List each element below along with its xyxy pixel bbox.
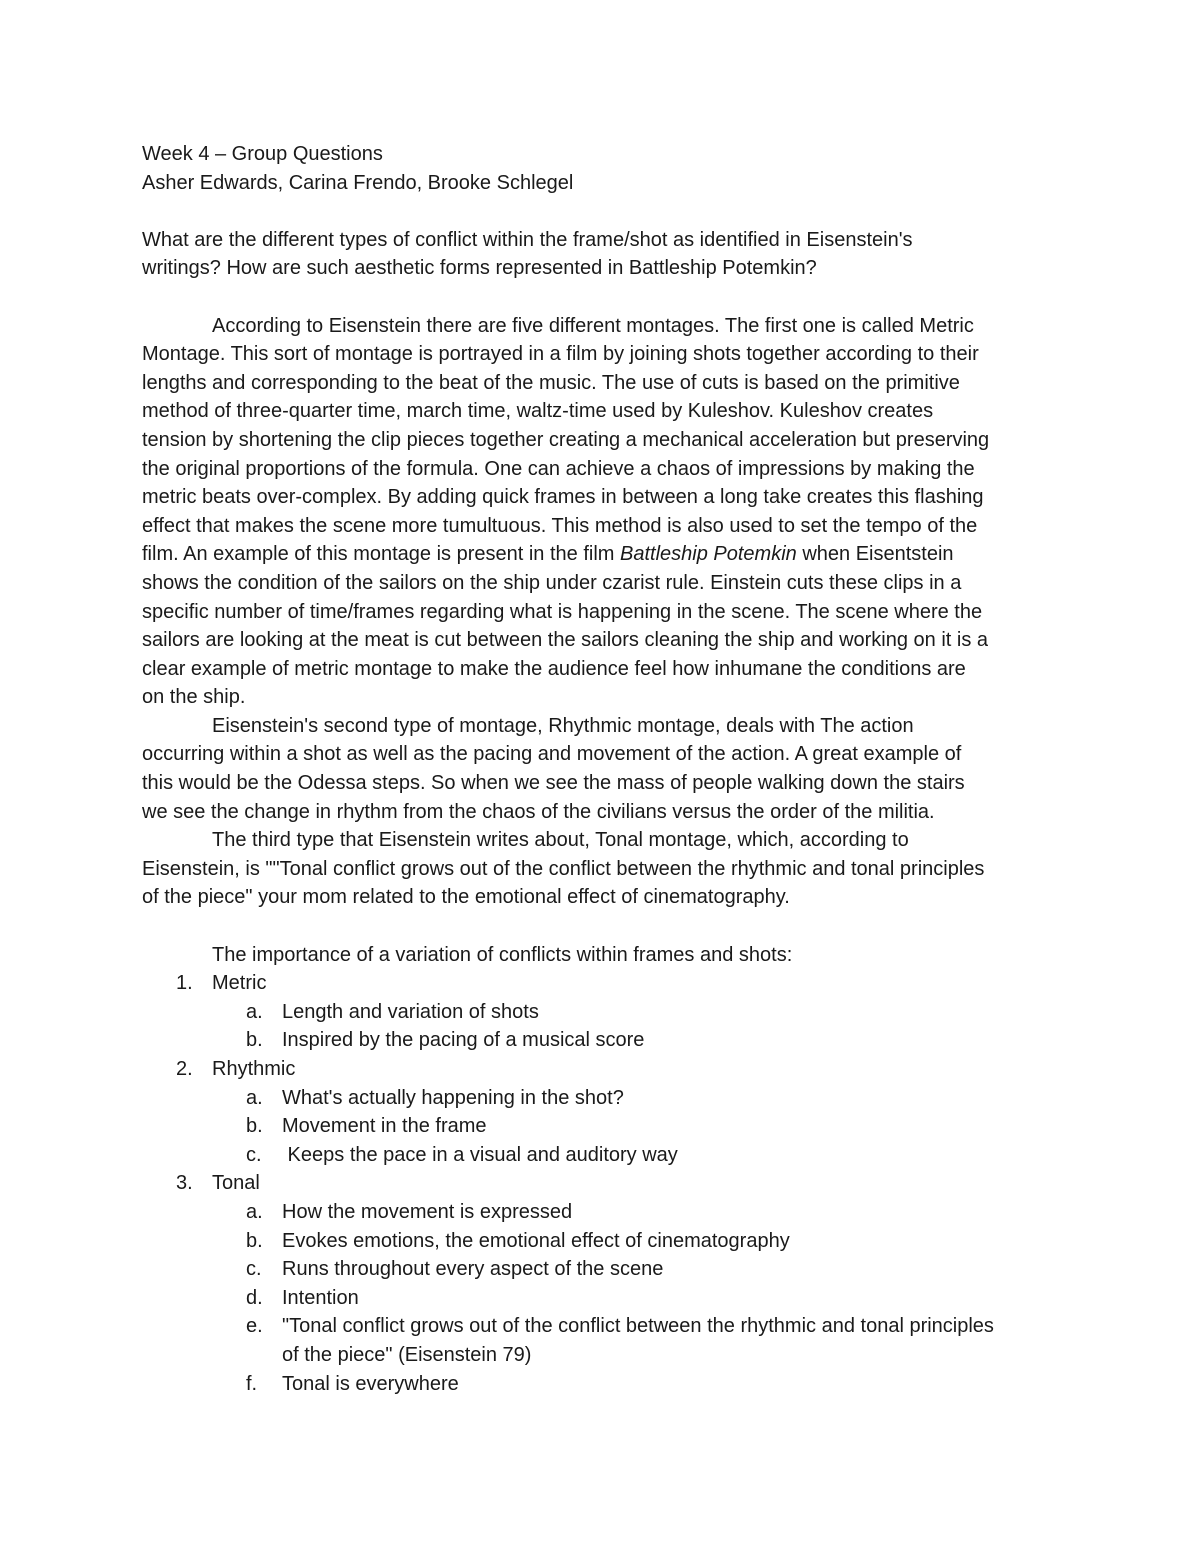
sub-item-text: Tonal is everywhere xyxy=(282,1372,459,1395)
sub-item-text: Keeps the pace in a visual and auditory way xyxy=(282,1143,678,1166)
sub-item-text: Evokes emotions, the emotional effect of cinematography xyxy=(282,1229,790,1252)
sub-list xyxy=(212,1084,1062,1170)
list-marker: 1. xyxy=(176,972,193,995)
sub-item-text: Intention xyxy=(282,1286,359,1309)
list-item-label: Metric xyxy=(212,972,267,995)
montage-outline-list xyxy=(142,969,1062,1398)
sub-item-text: What's actually happening in the shot? xyxy=(282,1086,624,1109)
paragraph-line: Montage. This sort of montage is portrayed in a film by joining shots together according to their xyxy=(142,343,979,366)
document-body xyxy=(142,140,1062,1398)
list-marker: 2. xyxy=(176,1058,193,1080)
list-marker: b. xyxy=(246,1229,263,1252)
sub-item-text: of the piece" (Eisenstein 79) xyxy=(282,1343,532,1366)
sub-list-item xyxy=(142,998,1062,1027)
film-title-italic: Battleship Potemkin xyxy=(620,543,797,566)
sub-list-item xyxy=(142,1284,1062,1313)
sub-list-item xyxy=(142,1141,1062,1170)
paragraph-text: when Eisentstein xyxy=(796,543,954,566)
list-marker: b. xyxy=(246,1115,263,1138)
list-marker: 3. xyxy=(176,1172,193,1195)
list-item-label: Tonal xyxy=(212,1172,260,1195)
paragraph-line: this would be the Odessa steps. So when we see the mass of people walking down the stairs xyxy=(142,772,965,795)
list-marker: e. xyxy=(246,1315,263,1338)
paragraph-line: Eisenstein, is ""Tonal conflict grows out of the conflict between the rhythmic and tonal principles xyxy=(142,857,985,880)
sub-list-item xyxy=(142,1255,1062,1284)
sub-list-item xyxy=(142,1227,1062,1256)
paragraph-line: we see the change in rhythm from the chaos of the civilians versus the order of the militia. xyxy=(142,800,935,823)
question-line: writings? How are such aesthetic forms represented in Battleship Potemkin? xyxy=(142,257,817,280)
paragraph-line: specific number of time/frames regarding what is happening in the scene. The scene where the xyxy=(142,600,983,623)
spacer xyxy=(142,283,1062,312)
list-marker: f. xyxy=(246,1372,258,1395)
paragraph-line: occurring within a shot as well as the pacing and movement of the action. A great example of xyxy=(142,743,962,766)
paragraph-tonal-montage xyxy=(142,826,1062,912)
author-list: Asher Edwards, Carina Frendo, Brooke Schlegel xyxy=(142,171,574,194)
paragraph-line xyxy=(142,540,1062,569)
paragraph-line: of the piece" your mom related to the emotional effect of cinematography. xyxy=(142,886,790,909)
sub-item-text: Inspired by the pacing of a musical score xyxy=(282,1029,645,1052)
paragraph-rhythmic-montage xyxy=(142,712,1062,826)
list-marker: b. xyxy=(246,1029,263,1052)
paragraph-line: method of three-quarter time, march time, waltz-time used by Kuleshov. Kuleshov creates xyxy=(142,400,934,423)
document-header xyxy=(142,140,1062,197)
paragraph-line: on the ship. xyxy=(142,686,246,709)
list-item xyxy=(142,1055,1062,1169)
assignment-question xyxy=(142,226,1062,283)
spacer xyxy=(142,912,1062,941)
sub-list-item xyxy=(142,1198,1062,1227)
sub-item-text: Movement in the frame xyxy=(282,1115,487,1138)
sub-list-item xyxy=(142,1112,1062,1141)
sub-list xyxy=(212,1198,1062,1398)
sub-list-item xyxy=(142,1084,1062,1113)
paragraph-line: clear example of metric montage to make the audience feel how inhumane the conditions are xyxy=(142,657,966,680)
paragraph-text: film. An example of this montage is present in the film xyxy=(142,543,620,566)
sub-list xyxy=(212,998,1062,1055)
paragraph-line: lengths and corresponding to the beat of the music. The use of cuts is based on the primitive xyxy=(142,371,960,394)
paragraph-line: Eisenstein's second type of montage, Rhythmic montage, deals with The action xyxy=(212,714,914,737)
sub-list-item xyxy=(142,1312,1062,1369)
list-item xyxy=(142,969,1062,1055)
paragraph-line: metric beats over-complex. By adding quick frames in between a long take creates this flashing xyxy=(142,486,984,509)
paragraph-line: tension by shortening the clip pieces together creating a mechanical acceleration but preserving xyxy=(142,428,990,451)
paragraph-line: sailors are looking at the meat is cut between the sailors cleaning the ship and working on it is a xyxy=(142,629,989,652)
outline-intro: The importance of a variation of conflicts within frames and shots: xyxy=(212,943,793,966)
list-item xyxy=(142,1169,1062,1398)
sub-list-item xyxy=(142,1370,1062,1399)
list-marker: a. xyxy=(246,1086,263,1109)
paragraph-line: effect that makes the scene more tumultuous. This method is also used to set the tempo of the xyxy=(142,514,978,537)
list-marker: c. xyxy=(246,1258,262,1281)
sub-item-text: How the movement is expressed xyxy=(282,1200,573,1223)
sub-item-text: Length and variation of shots xyxy=(282,1000,539,1023)
paragraph-line: According to Eisenstein there are five different montages. The first one is called Metric xyxy=(212,314,974,337)
list-item-label: Rhythmic xyxy=(212,1058,296,1080)
document-title: Week 4 – Group Questions xyxy=(142,143,383,165)
list-marker: a. xyxy=(246,1000,263,1023)
paragraph-line: the original proportions of the formula. One can achieve a chaos of impressions by making the xyxy=(142,457,975,480)
paragraph-metric-montage xyxy=(142,312,1062,712)
paragraph-line: The third type that Eisenstein writes about, Tonal montage, which, according to xyxy=(212,829,909,852)
sub-list-item xyxy=(142,1026,1062,1055)
sub-item-text: "Tonal conflict grows out of the conflict between the rhythmic and tonal principles xyxy=(282,1315,994,1338)
spacer xyxy=(142,197,1062,226)
list-marker: a. xyxy=(246,1200,263,1223)
paragraph-line: shows the condition of the sailors on the ship under czarist rule. Einstein cuts these clips in a xyxy=(142,571,962,594)
list-marker: c. xyxy=(246,1143,262,1166)
sub-item-text: Runs throughout every aspect of the scene xyxy=(282,1258,664,1281)
list-marker: d. xyxy=(246,1286,263,1309)
question-line: What are the different types of conflict within the frame/shot as identified in Eisenstein's xyxy=(142,228,913,251)
